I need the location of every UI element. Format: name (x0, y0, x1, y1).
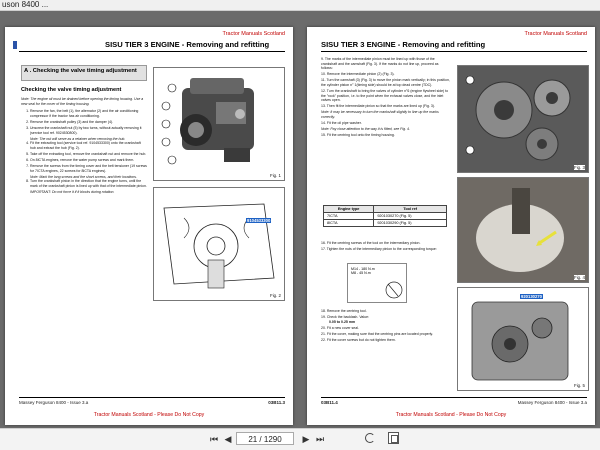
figure-2-extractor (153, 187, 285, 301)
page-footer (19, 400, 285, 405)
step-note: Note: Pay close attention to the way it is fitted, see Fig. 4. (321, 127, 410, 132)
step-note: Note: Mark the long screws and the short screws, and their locations. (30, 174, 137, 179)
figure-3-timing-gears (457, 65, 589, 173)
footer-divider (19, 397, 285, 398)
fit-page-icon[interactable] (388, 432, 399, 444)
timing-gears-photo (458, 66, 588, 172)
step-note: Note: The nut will serve as a retainer when removing the hub. (30, 136, 126, 141)
step-note: IMPORTANT: Do not force it if it blocks during rotation. (30, 190, 115, 195)
table-cell: 8ICTA (324, 220, 374, 227)
window-title: uson 8400 ... (2, 0, 49, 9)
table-row (324, 213, 447, 220)
step-item: 20. Fit a new cover seal. (321, 325, 359, 330)
subsection-title: Checking the valve timing adjustment (21, 87, 122, 93)
tool-ref-table (323, 205, 447, 227)
page-right (307, 27, 595, 425)
torque-value: M14 - 180 N.m (351, 267, 375, 271)
step-item: 22. Fit the cover screws but do not tighten them. (321, 337, 396, 342)
step-item: 1. Remove the fan, the belt (1), the alternator (2) and the air conditioning compressor if the tractor has air conditioning. (30, 109, 147, 118)
footer-left-text: Massey Ferguson 8400 - Issue 3.a (19, 400, 89, 405)
figure-4-oil-pipe (457, 177, 589, 283)
backlash-value: 0.05 to 0.25 mm (329, 319, 356, 324)
body-text (321, 241, 451, 252)
step-item: 19. Check the backlash. Value: (321, 315, 369, 320)
window-titlebar (0, 0, 600, 11)
step-item: 11. Turn the camshaft (3) (Fig. 3) to move the pinion mark vertically; in this position, the cylinder piston n° 1(timing side) should be at top dead centre (TDC). (321, 78, 450, 87)
body-text (321, 57, 451, 138)
last-page-icon[interactable]: ⏭ (315, 434, 325, 444)
step-item: 2. Remove the crankshaft pulley (3) and the damper (4). (30, 120, 147, 125)
step-item: 3. Unscrew the crankshaft nut (5) by two turns, without actually removing it (service tool ref. 9024530800). (30, 126, 147, 135)
step-item: 9. The marks of the intermediate pinion must be lined up with those of the crankshaft and the camshaft (Fig. 3). If the marks do not line up, proceed as follows: (321, 57, 439, 71)
page-watermark: Tractor Manuals Scotland (524, 31, 587, 37)
table-cell: 9201030270 (Fig. 5) (374, 213, 447, 220)
body-text (321, 309, 451, 343)
figure-1-engine (153, 67, 285, 181)
step-item: 5. Take off the extracting tool, remove the crankshaft nut and remove the hub. (30, 152, 147, 157)
footer-page-number: 03B11.3 (268, 400, 285, 405)
table-cell: 7ICTA (324, 213, 374, 220)
rotate-icon[interactable] (365, 433, 375, 443)
oil-pipe-photo (458, 178, 588, 282)
figure-caption: Fig. 2 (270, 293, 281, 298)
tool-ref-callout: 920130270 (521, 294, 542, 299)
step-item: 12. Turn the crankshaft to bring the valves of cylinder n°6 (engine flywheel side) to the "rock" position, i.e. to the point when the exhaust valves close, and the inlet valves open. (321, 89, 449, 103)
footer-right-text: Massey Ferguson 8400 - Issue 3.a (517, 400, 587, 405)
step-item: 13. Then fit the intermediate pinion so that the marks are lined up (Fig. 3). (321, 104, 435, 109)
step-item: 7. Remove the screws from the timing cover and the belt tensioner (19 screws for 7ICTA engines, 22 screws for 8ICTA engines). (30, 164, 147, 173)
footer-watermark: Tractor Manuals Scotland - Please Do Not Copy (395, 412, 507, 418)
page-indicator[interactable]: 21 / 1290 (236, 432, 294, 445)
header-divider (321, 51, 587, 52)
centring-tool-illustration (458, 288, 588, 390)
figure-5-centring-tool (457, 287, 589, 391)
step-item: 6. On 8ICTA engines, remove the water pump screws and mark them. (30, 158, 147, 163)
page-footer (321, 400, 587, 405)
next-page-icon[interactable]: ▶ (302, 434, 310, 444)
step-item: 21. Fit the cover, making sure that the centring pins are located properly. (321, 331, 433, 336)
extractor-illustration (154, 188, 284, 300)
footer-page-number: 03B11.4 (321, 400, 338, 405)
engine-illustration (154, 68, 284, 180)
note-intro: Note: The engine oil must be drained before opening the timing housing. Use a new seal for the cover of the timing housing. (21, 97, 144, 106)
column-header: Tool ref (374, 206, 447, 213)
figure-caption: Fig. 4 (574, 275, 585, 280)
column-header: Engine type (324, 206, 374, 213)
viewer-toolbar (0, 428, 600, 450)
step-note: Note: It may be necessary to turn the crankshaft slightly to line up the marks correctly. (321, 110, 439, 120)
step-item: 10. Remove the intermediate pinion (2) (Fig. 3). (321, 72, 395, 77)
table-header-row (324, 206, 447, 213)
first-page-icon[interactable]: ⏮ (209, 434, 219, 444)
header-divider (19, 51, 285, 52)
table-cell: 9201030290 (Fig. 5) (374, 220, 447, 227)
page-header: SISU TIER 3 ENGINE - Removing and refitting (321, 40, 486, 49)
tool-ref-callout: 9104533300 (247, 218, 271, 223)
step-item: 14. Fit the oil pipe washer. (321, 121, 362, 126)
document-viewer[interactable] (0, 11, 600, 428)
figure-caption: Fig. 1 (270, 173, 281, 178)
body-text (21, 97, 147, 195)
step-item: 17. Tighten the nuts of the intermediary pinion to the corresponding torque: (321, 247, 437, 252)
footer-divider (321, 397, 587, 398)
step-item: 8. Turn the crankshaft pinion in the direction that the engine turns, until the mark of the crankshaft pinion is lined up with that of the intermediate pinion. (30, 179, 147, 188)
page-header: SISU TIER 3 ENGINE - Removing and refitting (105, 40, 270, 49)
prev-page-icon[interactable]: ◀ (224, 434, 232, 444)
torque-value: M8 - 45 N.m (351, 271, 371, 276)
figure-caption: Fig. 3 (574, 165, 585, 170)
page-left (5, 27, 293, 425)
torque-diagram (347, 263, 407, 303)
table-row (324, 220, 447, 227)
step-item: 18. Remove the centring tool. (321, 309, 367, 313)
section-title: A . Checking the valve timing adjustment (21, 65, 147, 81)
section-marker (13, 41, 17, 49)
footer-watermark: Tractor Manuals Scotland - Please Do Not Copy (93, 412, 205, 418)
figure-caption: Fig. 5 (574, 383, 585, 388)
step-item: 15. Fit the centring tool onto the timing housing. (321, 133, 395, 138)
step-item: 4. Fit the extracting tool (service tool ref. 9104533300) onto the crankshaft hub and extract the hub (Fig. 2). (30, 141, 147, 150)
step-item: 16. Fit the centring screws of the tool on the intermediary pinion. (321, 241, 421, 245)
page-watermark: Tractor Manuals Scotland (222, 31, 285, 37)
